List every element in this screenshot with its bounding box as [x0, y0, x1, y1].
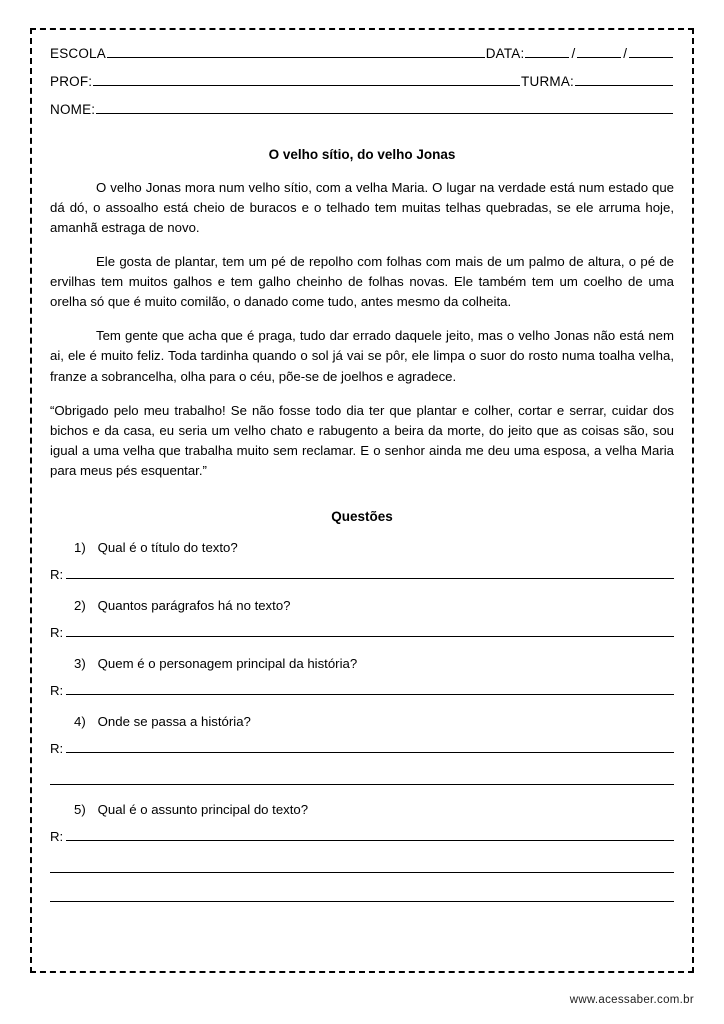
answer-4-line-2[interactable] [50, 772, 674, 785]
question-2-text: Quantos parágrafos há no texto? [97, 597, 291, 613]
data-slash-1: / [571, 46, 576, 61]
question-3 [50, 656, 674, 671]
paragraph-2: Ele gosta de plantar, tem um pé de repolho com folhas com mais de um palmo de altura, o pé de ervilhas tem muitos galhos e tem galho cheinho de folhas novas. Ele também tem um coelho de uma orelha só que é muito comilão, o danado come tudo, antes mesmo da colheita. [50, 254, 674, 310]
question-1-text: Qual é o título do texto? [97, 539, 238, 555]
answer-2-label: R: [50, 624, 64, 640]
answer-5 [50, 828, 674, 844]
escola-input-line[interactable] [107, 44, 485, 58]
header-row-escola-data [50, 44, 674, 61]
data-day-line[interactable] [525, 44, 569, 58]
answer-2-line[interactable] [66, 624, 674, 637]
paragraph-4: “Obrigado pelo meu trabalho! Se não fosse todo dia ter que plantar e colher, cortar e serrar, cuidar dos bichos e da casa, eu seria um velho chato e rabugento a beira da morte, do jeito que as coisas são, sou igual a uma velha que trabalha muito sem reclamar. E o senhor ainda me deu uma esposa, a velha Maria para meus pés esquentar.” [50, 402, 674, 478]
question-1-number: 1) [74, 539, 86, 555]
question-3-number: 3) [74, 655, 86, 671]
answer-1 [50, 566, 674, 582]
question-5 [50, 802, 674, 817]
prof-label: PROF: [50, 74, 93, 89]
answer-5-line-3[interactable] [50, 889, 674, 902]
answer-4-label: R: [50, 740, 64, 756]
answer-3 [50, 682, 674, 698]
answer-2 [50, 624, 674, 640]
escola-label: ESCOLA [50, 46, 106, 61]
text-title: O velho sítio, do velho Jonas [268, 147, 456, 162]
data-slash-2: / [623, 46, 627, 61]
data-month-line[interactable] [577, 44, 621, 58]
answer-3-label: R: [50, 682, 64, 698]
turma-label: TURMA: [521, 74, 574, 89]
question-5-number: 5) [74, 801, 86, 817]
prof-input-line[interactable] [93, 72, 520, 86]
answer-5-label: R: [50, 828, 64, 844]
answer-1-label: R: [50, 566, 64, 582]
worksheet-border [30, 28, 694, 973]
question-3-text: Quem é o personagem principal da história? [97, 655, 358, 671]
question-4-number: 4) [74, 713, 86, 729]
questions-section-title: Questões [331, 508, 393, 524]
question-5-text: Qual é o assunto principal do texto? [97, 801, 309, 817]
data-year-line[interactable] [629, 44, 673, 58]
answer-1-line[interactable] [66, 566, 674, 579]
question-2 [50, 598, 674, 613]
answer-5-line-2[interactable] [50, 860, 674, 873]
header-row-nome [50, 100, 674, 117]
turma-input-line[interactable] [575, 72, 673, 86]
question-4 [50, 714, 674, 729]
answer-4 [50, 740, 674, 756]
paragraph-3: Tem gente que acha que é praga, tudo dar errado daquele jeito, mas o velho Jonas não está nem ai, ele é muito feliz. Toda tardinha quando o sol já vai se pôr, ele limpa o suor do rosto numa toalha velha, franze a sobrancelha, olha para o céu, põe-se de joelhos e agradece. [50, 328, 674, 384]
question-2-number: 2) [74, 597, 86, 613]
data-label: DATA: [485, 46, 525, 61]
footer-site: www.acessaber.com.br [569, 994, 694, 1006]
question-4-text: Onde se passa a história? [97, 713, 251, 729]
header-row-prof-turma [50, 72, 674, 89]
question-1 [50, 540, 674, 555]
nome-label: NOME: [50, 102, 96, 117]
answer-5-line[interactable] [66, 828, 674, 841]
answer-4-line[interactable] [66, 740, 674, 753]
paragraph-1: O velho Jonas mora num velho sítio, com a velha Maria. O lugar na verdade está num estado que dá dó, o assoalho está cheio de buracos e o telhado tem muitas telhas quebradas, se ele arruma hoje, amanhã estraga de novo. [50, 180, 674, 236]
answer-3-line[interactable] [66, 682, 674, 695]
nome-input-line[interactable] [96, 100, 673, 114]
